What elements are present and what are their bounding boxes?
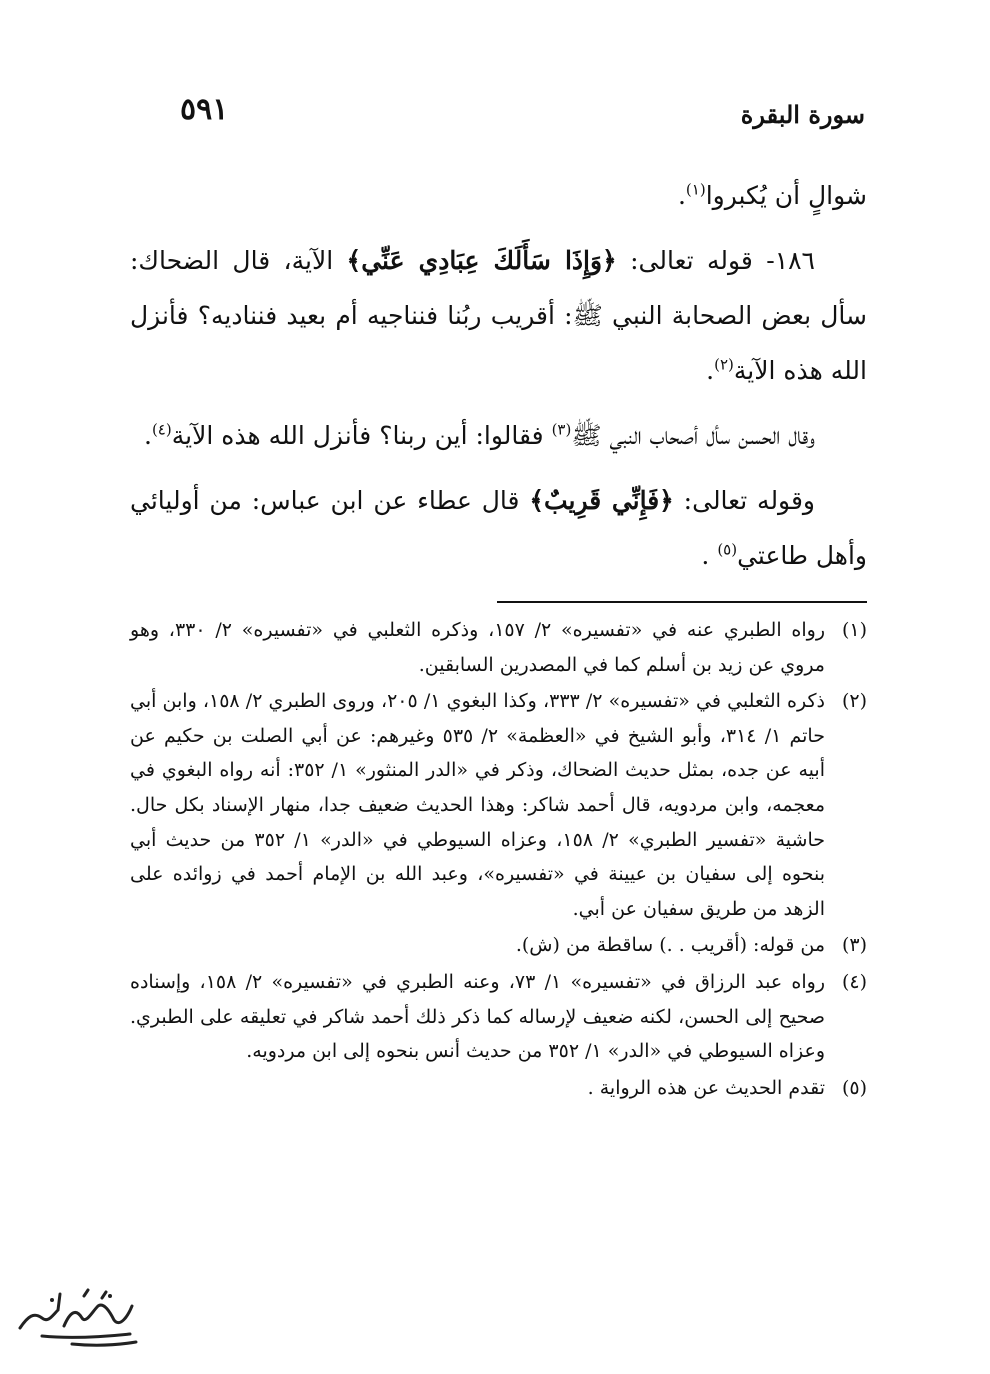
footnote-divider [497, 601, 867, 603]
publisher-logo-icon [12, 1282, 147, 1352]
footnote-ref[interactable]: (٢) [714, 355, 734, 374]
footnotes [130, 613, 867, 1107]
footnote-number: (٣) [841, 934, 867, 957]
page-header [130, 92, 865, 142]
footnote-number: (١) [841, 619, 867, 641]
footnote-number: (٢) [841, 690, 867, 713]
footnote-ref[interactable]: (٥) [717, 540, 738, 559]
footnote-item [130, 613, 867, 682]
main-text [130, 168, 867, 593]
footnote-ref[interactable]: (٤) [151, 420, 172, 439]
footnote-text: من قوله: (أقريب . .) ساقطة من (ش). [515, 934, 825, 957]
footnote-text: ذكره الثعلبي في «تفسيره» ٢/ ٣٣٣، وكذا البغوي ١/ ٢٠٥، وروى الطبري ٢/ ١٥٨، وابن أبي حاتم ١/ ٣١٤، وأبو الشيخ في «العظمة» ٢/ ٥٣٥ وغيرهم: عن أبي الصلت بن حكيم عن أبيه عن جده، بمثل حديث الضحاك، وذكر في «الدر المنثور» ١/ ٣٥٢: أنه رواه البغوي في معجمه، وابن مردويه، قال أحمد شاكر: وهذا الحديث ضعيف جدا، منهار الإسناد بكل حال. حاشية «تفسير الطبري» ٢/ ١٥٨، وعزاه السيوطي في «الدر» ١/ ٣٥٢ من حديث أبي بنحوه إلى سفيان بن عيينة في «تفسيره»، وعبد الله بن الإمام أحمد في زوائده على الزهد من طريق سفيان عن أبي. [130, 690, 826, 920]
footnote-number: (٤) [841, 970, 867, 993]
footnote-item [130, 1071, 867, 1106]
footnote-text: تقدم الحديث عن هذه الرواية . [587, 1076, 825, 1099]
footnote-ref[interactable]: (١) [685, 180, 706, 199]
footnote-item [130, 684, 867, 926]
surah-title: سورة البقرة [740, 100, 865, 129]
footnote-number: (٥) [841, 1076, 867, 1099]
footnote-text: رواه الطبري عنه في «تفسيره» ٢/ ١٥٧، وذكره الثعلبي في «تفسيره» ٢/ ٣٣٠، وهو مروي عن زيد بن أسلم كما في المصدرين السابقين. [130, 619, 825, 676]
footnote-item [130, 928, 867, 963]
quran-verse: ﴿فَإِنِّي قَرِيبٌ﴾ [529, 486, 674, 515]
page-number: ٥٩١ [180, 92, 229, 127]
footnote-item [130, 965, 867, 1069]
paragraph-4: وقوله تعالى: ﴿فَإِنِّي قَرِيبٌ﴾ قال عطاء عن ابن عباس: من أوليائي وأهل طاعتي$^{(٥)}$ . [130, 486, 867, 570]
paragraph-2: ١٨٦- قوله تعالى: ﴿وَإِذَا سَأَلَكَ عِبَادِي عَنِّي﴾ الآية، قال الضحاك: سأل بعض الصحابة النبي ﷺ: أقريب ربُنا فنناجيه أم بعيد فنناديه؟ فأنزل الله هذه الآية$^{(٢)}$. [130, 246, 867, 385]
paragraph-3: وقال الحسن سأل أصحاب النبي ﷺ$^{(٣)}$ فقالوا: أين ربنا؟ فأنزل الله هذه الآية$^{(٤)}$. [143, 420, 815, 450]
footnote-ref[interactable]: (٣) [551, 420, 572, 439]
footnote-text: رواه عبد الرزاق في «تفسيره» ١/ ٧٣، وعنه الطبري في «تفسيره» ٢/ ١٥٨، وإسناده صحيح إلى الحسن، لكنه ضعيف لإرساله كما ذكر ذلك أحمد شاكر في تعليقه على الطبري. وعزاه السيوطي في «الدر» ١/ ٣٥٢ من حديث أنس بنحوه إلى ابن مردويه. [130, 970, 826, 1063]
paragraph-1: شوالٍ أن يُكبروا$^{(١)}$. [677, 180, 867, 210]
quran-verse: ﴿وَإِذَا سَأَلَكَ عِبَادِي عَنِّي﴾ [346, 246, 617, 275]
